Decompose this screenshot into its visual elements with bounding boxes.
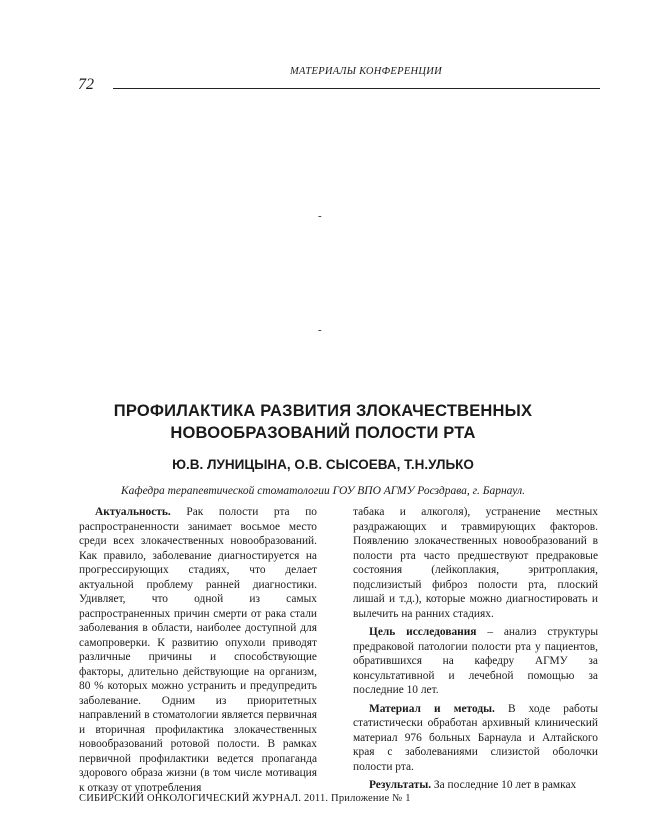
paragraph-text: Рак полости рта по распространенности занимает восьмое место среди всех злокачественных новообразований. Как правило, заболевание диагностируется на прогрессирующих стадиях, что делает актуальной проблему ранней диагностики. Удивляет, что одной из самых распространенных причин смерти от рака стали заболевания в области, наиболее доступной для самопроверки. К развитию опухоли приводят различные причины и способствующие факторы, длительно действующие на организм, 80 % которых можно устранить и предупредить заболевание. Одним из приоритетных направлений в стоматологии является первичная и вторичная профилактика злокачественных новообразований ротовой полости. В рамках первичной профилактики ведется пропаганда здорового образа жизни (в том числе мотивация к отказу от употребления xyxy=(79,506,317,794)
paragraph-text: За последние 10 лет в рамках xyxy=(431,779,577,791)
authors: Ю.В. ЛУНИЦЫНА, О.В. СЫСОЕВА, Т.Н.УЛЬКО xyxy=(172,457,474,472)
title-line: НОВООБРАЗОВАНИЙ ПОЛОСТИ РТА xyxy=(170,424,476,442)
paragraph-text: В ходе работы статистически обработан архивный клинический материал 976 больных Барнаула и Алтайского края с заболеваниями слизистой оболочки полости рта. xyxy=(353,702,598,773)
dash-mark: - xyxy=(318,324,322,336)
paragraph-lead: Цель исследования xyxy=(369,626,477,638)
affiliation: Кафедра терапевтической стоматологии ГОУ ВПО АГМУ Росздрава, г. Барнаул. xyxy=(121,485,525,497)
paragraph-aim xyxy=(353,625,598,698)
header-rule xyxy=(113,88,600,89)
paragraph-lead: Актуальность. xyxy=(95,506,171,518)
paragraph-results xyxy=(353,778,598,793)
paragraph-lead: Результаты. xyxy=(369,779,432,791)
paragraph-relevance xyxy=(79,505,317,795)
dash-mark: - xyxy=(318,210,322,222)
title-line: ПРОФИЛАКТИКА РАЗВИТИЯ ЗЛОКАЧЕСТВЕННЫХ xyxy=(113,402,533,420)
paragraph-methods xyxy=(353,702,598,775)
text-column-left xyxy=(79,505,317,799)
paragraph-continuation: табака и алкоголя), устранение местных раздражающих и травмирующих факторов. Появлению злокачественных новообразований в полости рта часто предшествуют предраковые состояния (лейкоплакия, эритроплакия, подслизистый фиброз полости рта, плоский лишай и т.д.), которые можно диагностировать и вылечить на ранних стадиях. xyxy=(353,506,598,620)
page-number: 72 xyxy=(78,76,94,93)
paragraph-text: – анализ структуры предраковой патологии полости рта у пациентов, обратившихся на кафедру АГМУ за консультативной и лечебной помощью за последние 10 лет. xyxy=(353,626,598,696)
paragraph-lead: Материал и методы. xyxy=(369,702,495,715)
running-head: МАТЕРИАЛЫ КОНФЕРЕНЦИИ xyxy=(290,66,443,77)
text-column-right xyxy=(353,505,598,797)
journal-footer: СИБИРСКИЙ ОНКОЛОГИЧЕСКИЙ ЖУРНАЛ. 2011. Приложение № 1 xyxy=(79,793,411,804)
article-title xyxy=(60,400,586,444)
